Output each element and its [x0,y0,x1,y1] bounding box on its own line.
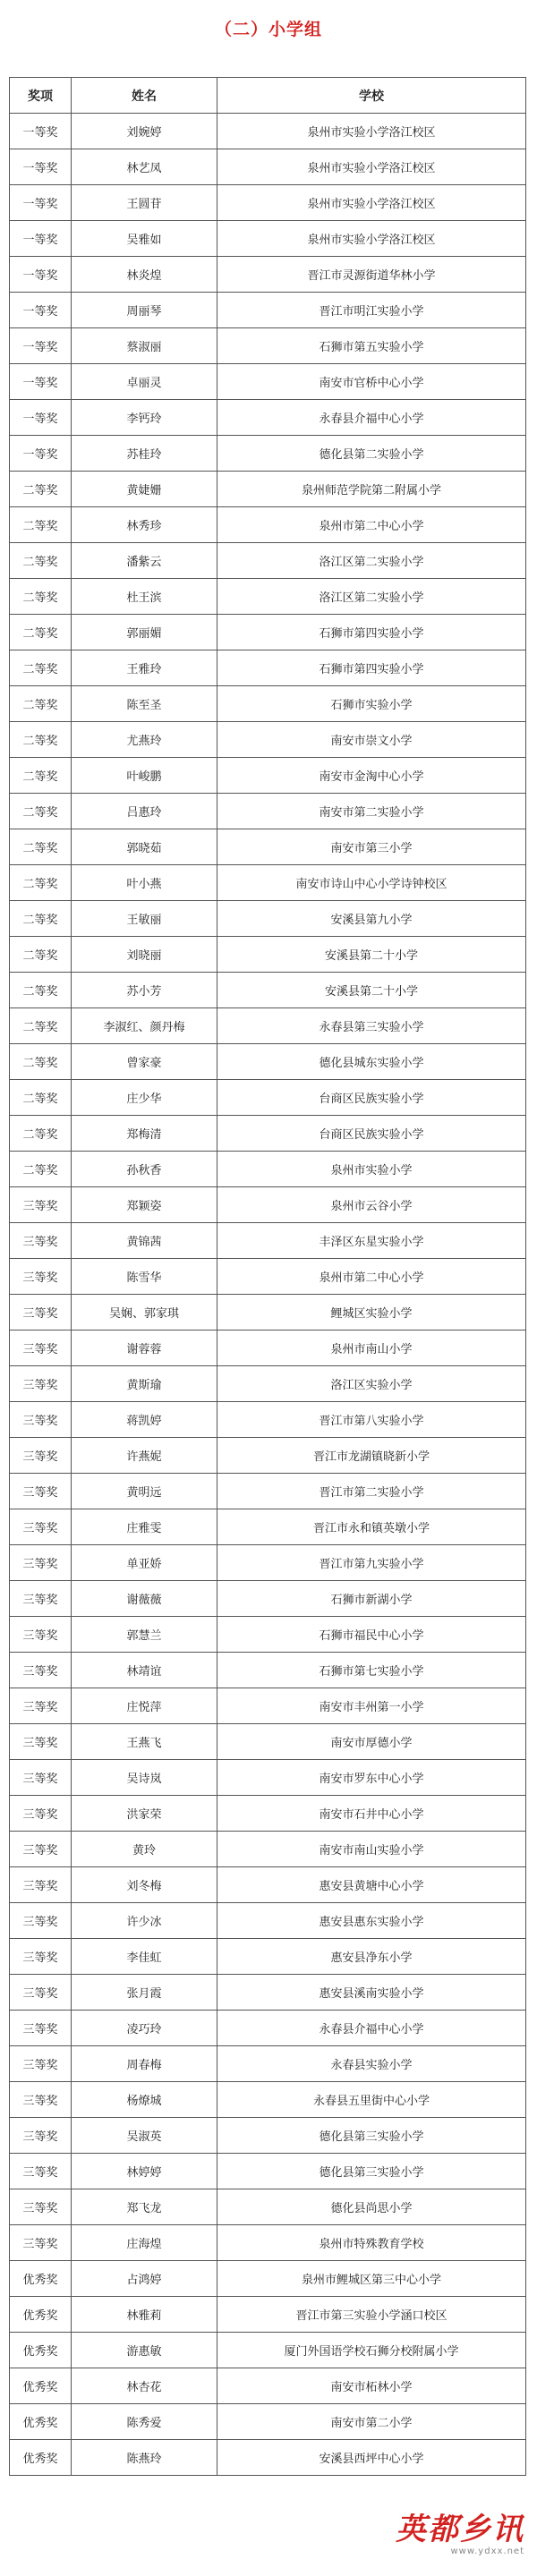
school-cell: 南安市罗东中心小学 [217,1760,526,1796]
award-cell: 二等奖 [10,650,72,686]
name-cell: 林秀珍 [72,507,217,543]
award-cell: 一等奖 [10,400,72,436]
school-cell: 惠安县溪南实验小学 [217,1975,526,2011]
school-cell: 泉州市实验小学洛江校区 [217,149,526,185]
school-cell: 鲤城区实验小学 [217,1295,526,1331]
table-row [10,2225,526,2261]
award-cell: 优秀奖 [10,2261,72,2297]
school-cell: 安溪县第二十小学 [217,937,526,973]
table-row [10,1116,526,1152]
table-row [10,722,526,758]
table-row [10,1581,526,1617]
school-cell: 石狮市实验小学 [217,686,526,722]
name-cell: 谢薇薇 [72,1581,217,1617]
table-row [10,1259,526,1295]
table-row [10,2011,526,2046]
school-cell: 安溪县第九小学 [217,901,526,937]
school-cell: 泉州市实验小学 [217,1152,526,1187]
school-cell: 德化县尚思小学 [217,2189,526,2225]
name-cell: 郑飞龙 [72,2189,217,2225]
school-cell: 晋江市第九实验小学 [217,1545,526,1581]
school-cell: 洛江区第二实验小学 [217,543,526,579]
name-cell: 孙秋香 [72,1152,217,1187]
school-cell: 安溪县第二十小学 [217,973,526,1008]
school-cell: 南安市厚德小学 [217,1724,526,1760]
award-cell: 二等奖 [10,865,72,901]
table-row [10,328,526,364]
award-cell: 一等奖 [10,149,72,185]
school-cell: 石狮市第七实验小学 [217,1653,526,1688]
award-cell: 二等奖 [10,901,72,937]
table-row [10,1867,526,1903]
name-cell: 苏桂玲 [72,436,217,472]
name-cell: 刘冬梅 [72,1867,217,1903]
name-cell: 杨燎城 [72,2082,217,2118]
name-cell: 林炎煌 [72,257,217,293]
name-cell: 黄婕姗 [72,472,217,507]
name-cell: 叶小燕 [72,865,217,901]
school-cell: 泉州市实验小学洛江校区 [217,185,526,221]
table-row [10,2189,526,2225]
name-cell: 王敏丽 [72,901,217,937]
table-row [10,2046,526,2082]
award-cell: 一等奖 [10,114,72,149]
table-row [10,1044,526,1080]
school-cell: 泉州市南山小学 [217,1331,526,1366]
award-cell: 三等奖 [10,1402,72,1438]
name-cell: 蒋凯婷 [72,1402,217,1438]
award-cell: 优秀奖 [10,2333,72,2368]
name-cell: 吕惠玲 [72,794,217,829]
school-cell: 丰泽区东星实验小学 [217,1223,526,1259]
name-cell: 吴雅如 [72,221,217,257]
school-cell: 南安市第二实验小学 [217,794,526,829]
school-cell: 泉州师范学院第二附属小学 [217,472,526,507]
name-cell: 林雅莉 [72,2297,217,2333]
award-cell: 三等奖 [10,1760,72,1796]
name-cell: 叶峻鹏 [72,758,217,794]
award-cell: 优秀奖 [10,2404,72,2440]
award-cell: 三等奖 [10,1438,72,1474]
table-body [10,114,526,2476]
school-cell: 洛江区实验小学 [217,1366,526,1402]
school-cell: 永春县介福中心小学 [217,400,526,436]
award-cell: 三等奖 [10,2118,72,2154]
name-cell: 黄明远 [72,1474,217,1509]
award-cell: 三等奖 [10,2011,72,2046]
watermark-logo-text: 英都乡讯 [396,2512,524,2547]
school-cell: 永春县介福中心小学 [217,2011,526,2046]
table-header-row [10,78,526,114]
school-cell: 泉州市第二中心小学 [217,507,526,543]
table-row [10,1008,526,1044]
school-cell: 石狮市第四实验小学 [217,650,526,686]
award-cell: 三等奖 [10,1187,72,1223]
award-cell: 三等奖 [10,1617,72,1653]
school-cell: 永春县实验小学 [217,2046,526,2082]
award-cell: 三等奖 [10,1581,72,1617]
name-cell: 陈秀爱 [72,2404,217,2440]
school-cell: 惠安县净东小学 [217,1939,526,1975]
award-cell: 三等奖 [10,1331,72,1366]
name-cell: 郭丽媚 [72,615,217,650]
school-cell: 永春县五里街中心小学 [217,2082,526,2118]
table-row [10,1509,526,1545]
table-row [10,2082,526,2118]
name-cell: 占鸿婷 [72,2261,217,2297]
table-row [10,1688,526,1724]
award-cell: 优秀奖 [10,2440,72,2476]
table-row [10,1474,526,1509]
table-row [10,973,526,1008]
table-row [10,1438,526,1474]
school-cell: 晋江市灵源街道华林小学 [217,257,526,293]
school-cell: 惠安县惠东实验小学 [217,1903,526,1939]
name-cell: 李钙玲 [72,400,217,436]
table-row [10,1223,526,1259]
table-row [10,758,526,794]
award-cell: 二等奖 [10,722,72,758]
table-row [10,2404,526,2440]
school-cell: 南安市柘林小学 [217,2368,526,2404]
column-header-award: 奖项 [10,78,72,114]
school-cell: 晋江市永和镇英墩小学 [217,1509,526,1545]
name-cell: 吴娴、郭家琪 [72,1295,217,1331]
award-table [9,77,526,2476]
name-cell: 庄悦萍 [72,1688,217,1724]
school-cell: 南安市官桥中心小学 [217,364,526,400]
award-cell: 二等奖 [10,973,72,1008]
table-row [10,2333,526,2368]
award-cell: 三等奖 [10,2154,72,2189]
school-cell: 台商区民族实验小学 [217,1080,526,1116]
name-cell: 黄斯瑜 [72,1366,217,1402]
table-row [10,2297,526,2333]
table-row [10,2440,526,2476]
table-row [10,686,526,722]
table-row [10,650,526,686]
name-cell: 曾家豪 [72,1044,217,1080]
school-cell: 晋江市明江实验小学 [217,293,526,328]
table-row [10,364,526,400]
table-row [10,1080,526,1116]
name-cell: 林杏花 [72,2368,217,2404]
award-cell: 三等奖 [10,1295,72,1331]
name-cell: 刘婉婷 [72,114,217,149]
school-cell: 泉州市特殊教育学校 [217,2225,526,2261]
award-cell: 三等奖 [10,2189,72,2225]
award-cell: 一等奖 [10,185,72,221]
school-cell: 晋江市龙湖镇晓新小学 [217,1438,526,1474]
award-cell: 三等奖 [10,1653,72,1688]
school-cell: 南安市第三小学 [217,829,526,865]
school-cell: 南安市崇文小学 [217,722,526,758]
award-cell: 二等奖 [10,829,72,865]
name-cell: 黄锦茜 [72,1223,217,1259]
school-cell: 南安市南山实验小学 [217,1832,526,1867]
award-cell: 三等奖 [10,1509,72,1545]
award-cell: 三等奖 [10,1474,72,1509]
award-cell: 二等奖 [10,794,72,829]
table-row [10,507,526,543]
table-row [10,114,526,149]
table-row [10,1617,526,1653]
table-row [10,2154,526,2189]
award-cell: 二等奖 [10,686,72,722]
school-cell: 泉州市实验小学洛江校区 [217,221,526,257]
school-cell: 南安市诗山中心小学诗钟校区 [217,865,526,901]
watermark-url: www.ydxx.net [450,2546,524,2556]
award-cell: 一等奖 [10,328,72,364]
award-cell: 二等奖 [10,937,72,973]
table-row [10,579,526,615]
name-cell: 谢蓉蓉 [72,1331,217,1366]
name-cell: 王圆苷 [72,185,217,221]
award-cell: 二等奖 [10,507,72,543]
name-cell: 郑颖姿 [72,1187,217,1223]
award-cell: 二等奖 [10,543,72,579]
column-header-school: 学校 [217,78,526,114]
name-cell: 王雅玲 [72,650,217,686]
name-cell: 杜王滨 [72,579,217,615]
award-cell: 优秀奖 [10,2297,72,2333]
name-cell: 游惠敏 [72,2333,217,2368]
award-cell: 二等奖 [10,1116,72,1152]
school-cell: 石狮市第五实验小学 [217,328,526,364]
table-row [10,436,526,472]
name-cell: 吴诗岚 [72,1760,217,1796]
table-row [10,829,526,865]
table-row [10,257,526,293]
award-cell: 三等奖 [10,1688,72,1724]
name-cell: 林靖谊 [72,1653,217,1688]
award-cell: 二等奖 [10,1008,72,1044]
table-row [10,794,526,829]
name-cell: 郭慧兰 [72,1617,217,1653]
award-cell: 三等奖 [10,1796,72,1832]
name-cell: 陈至圣 [72,686,217,722]
school-cell: 德化县第二实验小学 [217,436,526,472]
name-cell: 刘晓丽 [72,937,217,973]
table-row [10,543,526,579]
school-cell: 惠安县黄塘中心小学 [217,1867,526,1903]
table-row [10,1187,526,1223]
school-cell: 南安市第二小学 [217,2404,526,2440]
award-cell: 三等奖 [10,1975,72,2011]
column-header-name: 姓名 [72,78,217,114]
award-cell: 三等奖 [10,2225,72,2261]
award-cell: 三等奖 [10,1223,72,1259]
award-cell: 一等奖 [10,364,72,400]
watermark [396,2514,524,2556]
award-cell: 三等奖 [10,1903,72,1939]
name-cell: 许少冰 [72,1903,217,1939]
table-row [10,865,526,901]
name-cell: 林艺凤 [72,149,217,185]
school-cell: 洛江区第二实验小学 [217,579,526,615]
name-cell: 郭晓茹 [72,829,217,865]
name-cell: 陈燕玲 [72,2440,217,2476]
school-cell: 德化县第三实验小学 [217,2118,526,2154]
school-cell: 石狮市第四实验小学 [217,615,526,650]
name-cell: 李淑红、颜丹梅 [72,1008,217,1044]
name-cell: 苏小芳 [72,973,217,1008]
table-row [10,937,526,973]
name-cell: 黄玲 [72,1832,217,1867]
table-row [10,185,526,221]
school-cell: 南安市丰州第一小学 [217,1688,526,1724]
school-cell: 泉州市云谷小学 [217,1187,526,1223]
page-title: （二）小学组 [214,20,322,39]
school-cell: 泉州市鲤城区第三中心小学 [217,2261,526,2297]
school-cell: 泉州市实验小学洛江校区 [217,114,526,149]
table-row [10,472,526,507]
school-cell: 厦门外国语学校石狮分校附属小学 [217,2333,526,2368]
award-cell: 一等奖 [10,293,72,328]
table-row [10,221,526,257]
award-cell: 二等奖 [10,579,72,615]
table-row [10,1903,526,1939]
school-cell: 晋江市第二实验小学 [217,1474,526,1509]
name-cell: 卓丽灵 [72,364,217,400]
school-cell: 台商区民族实验小学 [217,1116,526,1152]
name-cell: 郑梅清 [72,1116,217,1152]
award-cell: 优秀奖 [10,2368,72,2404]
school-cell: 晋江市第八实验小学 [217,1402,526,1438]
school-cell: 安溪县西坪中心小学 [217,2440,526,2476]
name-cell: 庄海煌 [72,2225,217,2261]
table-row [10,1366,526,1402]
table-row [10,2261,526,2297]
table-row [10,1975,526,2011]
table-row [10,1545,526,1581]
table-row [10,1152,526,1187]
table-row [10,1724,526,1760]
name-cell: 周丽琴 [72,293,217,328]
award-cell: 一等奖 [10,221,72,257]
name-cell: 庄少华 [72,1080,217,1116]
school-cell: 永春县第三实验小学 [217,1008,526,1044]
award-cell: 一等奖 [10,436,72,472]
name-cell: 单亚娇 [72,1545,217,1581]
award-cell: 二等奖 [10,615,72,650]
award-cell: 三等奖 [10,1832,72,1867]
award-cell: 二等奖 [10,1080,72,1116]
school-cell: 南安市金淘中心小学 [217,758,526,794]
name-cell: 林婷婷 [72,2154,217,2189]
table-row [10,1939,526,1975]
table-row [10,400,526,436]
table-row [10,1653,526,1688]
award-cell: 三等奖 [10,1939,72,1975]
table-row [10,1402,526,1438]
table-row [10,1796,526,1832]
award-cell: 二等奖 [10,1044,72,1080]
table-row [10,293,526,328]
name-cell: 尤燕玲 [72,722,217,758]
table-row [10,615,526,650]
name-cell: 吴淑英 [72,2118,217,2154]
school-cell: 石狮市福民中心小学 [217,1617,526,1653]
school-cell: 泉州市第二中心小学 [217,1259,526,1295]
school-cell: 德化县第三实验小学 [217,2154,526,2189]
award-cell: 三等奖 [10,1259,72,1295]
award-cell: 三等奖 [10,1366,72,1402]
school-cell: 晋江市第三实验小学涵口校区 [217,2297,526,2333]
school-cell: 石狮市新湖小学 [217,1581,526,1617]
award-cell: 二等奖 [10,758,72,794]
award-cell: 二等奖 [10,472,72,507]
award-cell: 三等奖 [10,2082,72,2118]
table-row [10,2118,526,2154]
table-row [10,1760,526,1796]
name-cell: 张月霞 [72,1975,217,2011]
award-cell: 二等奖 [10,1152,72,1187]
name-cell: 陈雪华 [72,1259,217,1295]
table-row [10,1295,526,1331]
name-cell: 周春梅 [72,2046,217,2082]
award-cell: 三等奖 [10,2046,72,2082]
school-cell: 南安市石井中心小学 [217,1796,526,1832]
name-cell: 凌巧玲 [72,2011,217,2046]
award-cell: 三等奖 [10,1724,72,1760]
name-cell: 潘紫云 [72,543,217,579]
school-cell: 德化县城东实验小学 [217,1044,526,1080]
table-row [10,149,526,185]
name-cell: 许燕妮 [72,1438,217,1474]
name-cell: 庄雅雯 [72,1509,217,1545]
table-row [10,901,526,937]
name-cell: 李佳虹 [72,1939,217,1975]
name-cell: 洪家荣 [72,1796,217,1832]
name-cell: 王燕飞 [72,1724,217,1760]
table-row [10,2368,526,2404]
award-cell: 三等奖 [10,1545,72,1581]
table-row [10,1832,526,1867]
award-cell: 一等奖 [10,257,72,293]
award-cell: 三等奖 [10,1867,72,1903]
table-row [10,1331,526,1366]
name-cell: 蔡淑丽 [72,328,217,364]
